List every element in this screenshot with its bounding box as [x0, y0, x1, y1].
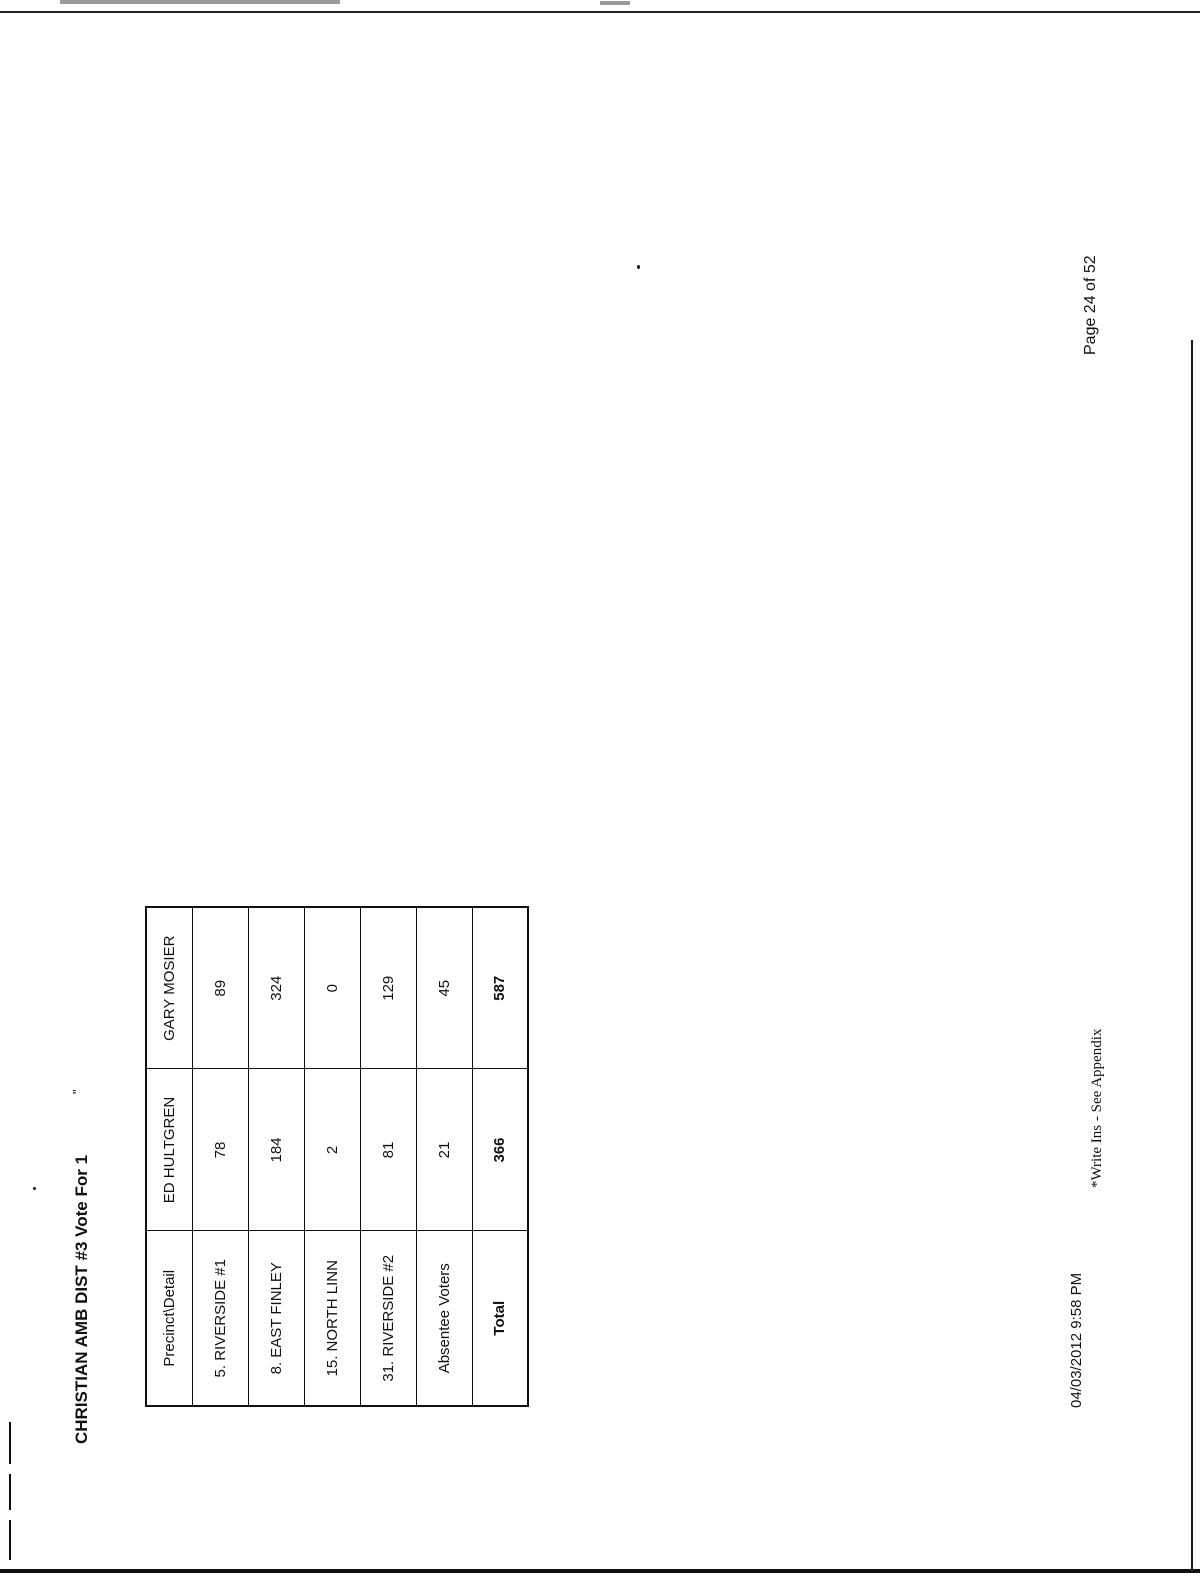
- table-row: [416, 907, 472, 1406]
- ed-hultgren-votes: 78: [192, 1069, 248, 1231]
- table-row: [360, 907, 416, 1406]
- report-title: CHRISTIAN AMB DIST #3 Vote For 1: [72, 1154, 91, 1444]
- column-header-precinct: Precinct\Detail: [146, 1231, 192, 1406]
- table-row: [304, 907, 360, 1406]
- precinct-name: 31. RIVERSIDE #2: [360, 1231, 416, 1406]
- write-ins-note: *Write Ins - See Appendix: [1089, 1028, 1105, 1188]
- ed-hultgren-votes: 2: [304, 1069, 360, 1231]
- precinct-name: 8. EAST FINLEY: [248, 1231, 304, 1406]
- table-row: [192, 907, 248, 1406]
- ed-hultgren-votes: 184: [248, 1069, 304, 1231]
- gary-mosier-votes: 45: [416, 907, 472, 1069]
- title-stray-mark: ": [70, 1089, 85, 1094]
- precinct-name: Absentee Voters: [416, 1231, 472, 1406]
- gary-mosier-votes: 0: [304, 907, 360, 1069]
- gary-mosier-votes: 89: [192, 907, 248, 1069]
- total-label: Total: [472, 1231, 528, 1406]
- ed-hultgren-total: 366: [472, 1069, 528, 1231]
- gary-mosier-votes: 129: [360, 907, 416, 1069]
- table-total-row: [472, 907, 528, 1406]
- gary-mosier-total: 587: [472, 907, 528, 1069]
- page-number: Page 24 of 52: [1082, 255, 1099, 355]
- gary-mosier-votes: 324: [248, 907, 304, 1069]
- column-header-gary-mosier: GARY MOSIER: [146, 907, 192, 1069]
- column-header-ed-hultgren: ED HULTGREN: [146, 1069, 192, 1231]
- precinct-name: 5. RIVERSIDE #1: [192, 1231, 248, 1406]
- table-header-row: [146, 907, 192, 1406]
- ed-hultgren-votes: 81: [360, 1069, 416, 1231]
- report-timestamp: 04/03/2012 9:58 PM: [1068, 1272, 1085, 1408]
- precinct-name: 15. NORTH LINN: [304, 1231, 360, 1406]
- table-row: [248, 907, 304, 1406]
- results-table: [145, 906, 529, 1407]
- ed-hultgren-votes: 21: [416, 1069, 472, 1231]
